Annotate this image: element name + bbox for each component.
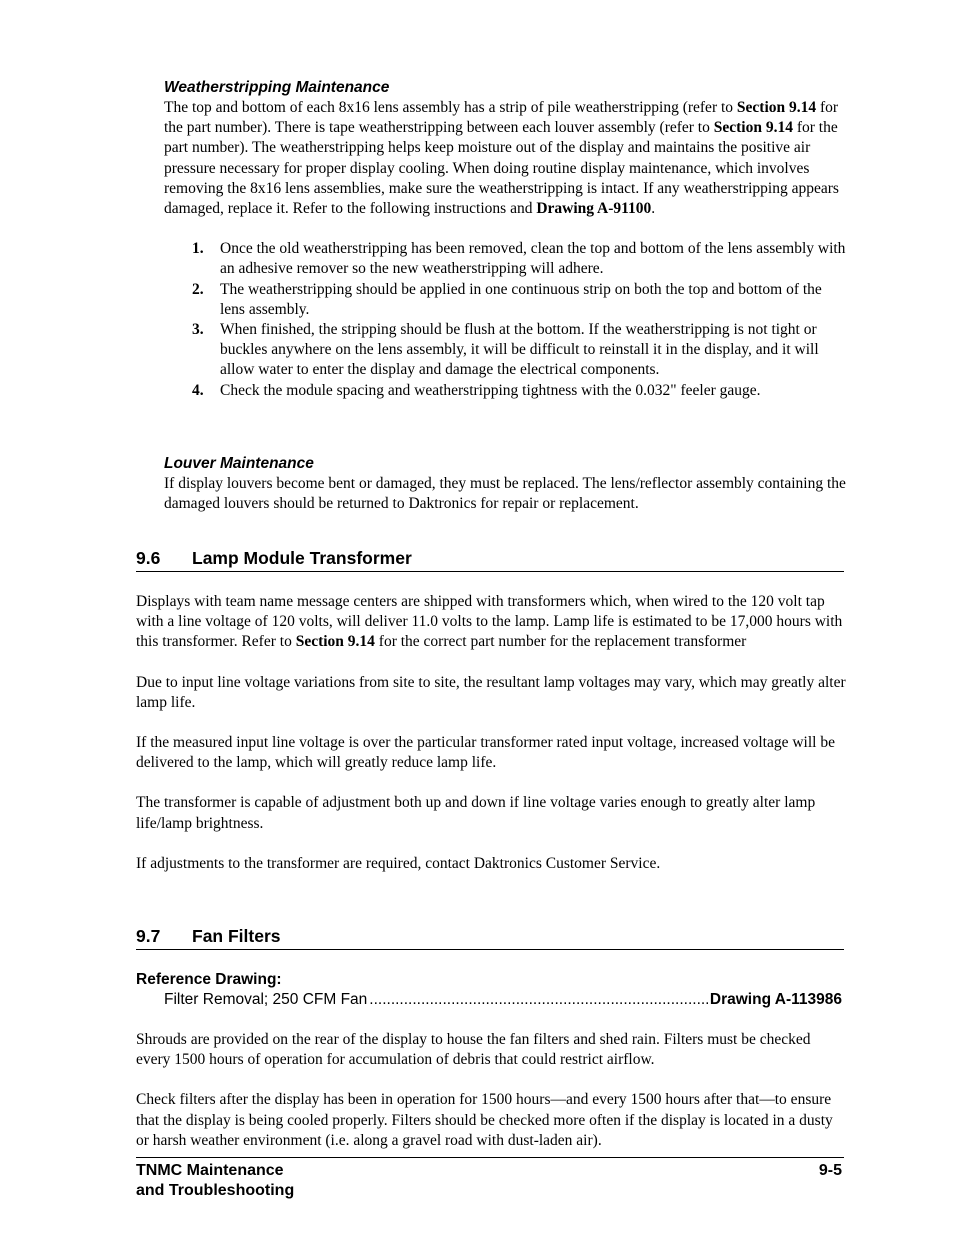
fan-filters-paragraph-1: Shrouds are provided on the rear of the display to house the fan filters and shed rain. Filters must be checked every 1500 hours of operation for accumulation of debris that could restrict airflow. (136, 1031, 811, 1069)
section-9-6-body (136, 592, 846, 874)
louver-heading: Louver Maintenance (164, 455, 314, 472)
bold-reference: Section 9.14 (736, 99, 817, 116)
step-number: 2. (192, 280, 204, 298)
footer-rule (136, 1157, 844, 1158)
reference-drawing-entry (164, 990, 842, 1010)
step-item (164, 280, 848, 320)
footer-manual-title (136, 1161, 294, 1201)
reference-drawing-number: Drawing A-113986 (709, 991, 842, 1008)
text-run: The top and bottom of each 8x16 lens assembly has a strip of pile weatherstripping (refer to (164, 99, 737, 116)
dot-leader (369, 990, 708, 1010)
section-9-7-body (136, 1030, 846, 1151)
footer-title-line-1: TNMC Maintenance (136, 1162, 284, 1179)
step-text: Check the module spacing and weatherstripping tightness with the 0.032" feeler gauge. (220, 381, 761, 399)
louver-paragraph: If display louvers become bent or damaged, they must be replaced. The lens/reflector assembly containing the damaged louvers should be returned to Daktronics for repair or replacement. (164, 475, 846, 513)
step-number: 1. (192, 240, 204, 258)
bold-reference: Section 9.14 (295, 633, 375, 651)
bold-reference: Drawing A-91100 (536, 200, 652, 218)
weatherstripping-heading: Weatherstripping Maintenance (164, 79, 390, 96)
section-heading-9-7 (136, 925, 844, 950)
section-number: 9.6 (136, 548, 161, 568)
reference-drawing-block (136, 970, 844, 1010)
text-run: Displays with team name message centers are shipped with transformers which, when wired to the 120 volt tap with a line voltage of 120 volts, will deliver 11.0 volts to the lamp. Lamp life is estimated to be 17,000 hours with this transformer. Refer to (136, 593, 843, 651)
step-number: 4. (192, 381, 204, 399)
transformer-paragraph-3: If the measured input line voltage is over the particular transformer rated input voltage, increased voltage will be delivered to the lamp, which will greatly reduce lamp life. (136, 734, 835, 772)
step-item (164, 320, 848, 381)
weatherstripping-paragraph (164, 98, 848, 219)
bold-reference: Section 9.14 (713, 119, 793, 137)
weatherstripping-steps (164, 239, 848, 401)
footer-page-number: 9-5 (818, 1162, 842, 1179)
transformer-paragraph-1 (136, 592, 846, 653)
step-item (164, 381, 848, 401)
reference-item-label: Filter Removal; 250 CFM Fan (164, 991, 368, 1008)
text-run: . (651, 200, 656, 218)
step-number: 3. (192, 321, 204, 339)
section-heading-9-6 (136, 547, 844, 572)
transformer-paragraph-4: The transformer is capable of adjustment both up and down if line voltage varies enough to greatly alter lamp life/lamp brightness. (136, 794, 816, 832)
step-item (164, 239, 848, 279)
section-title: Lamp Module Transformer (192, 548, 412, 568)
step-text: When finished, the stripping should be flush at the bottom. If the weatherstripping is not tight or buckles anywhere on the lens assembly, it will be difficult to reinstall it in the display, and it will allow water to enter the display and damage the electrical components. (220, 321, 819, 379)
reference-drawing-title: Reference Drawing: (136, 971, 282, 988)
louver-section (164, 454, 848, 514)
text-run: for the correct part number for the replacement transformer (374, 633, 747, 651)
step-text: Once the old weatherstripping has been removed, clean the top and bottom of the lens assembly with an adhesive remover so the new weatherstripping will adhere. (220, 240, 846, 278)
fan-filters-paragraph-2: Check filters after the display has been in operation for 1500 hours—and every 1500 hours after that—to ensure that the display is being cooled properly. Filters should be checked more often if the display is located in a dusty or harsh weather environment (i.e. along a gravel road with dust-laden air). (136, 1091, 833, 1149)
section-number: 9.7 (136, 926, 161, 946)
footer-title-line-2: and Troubleshooting (136, 1182, 295, 1199)
transformer-paragraph-2: Due to input line voltage variations from site to site, the resultant lamp voltages may vary, which may greatly alter lamp life. (136, 673, 846, 711)
section-title: Fan Filters (192, 926, 281, 946)
text-run: for the part number). There is tape weatherstripping between each louver assembly (refer to (164, 99, 839, 137)
step-text: The weatherstripping should be applied in one continuous strip on both the top and bottom of the lens assembly. (220, 280, 822, 318)
text-run: for the part number). The weatherstripping helps keep moisture out of the display and maintains the positive air pressure necessary for proper display cooling. When doing routine display maintenance, which involves removing the 8x16 lens assemblies, make sure the weatherstripping is intact. If any weatherstripping appears damaged, replace it. Refer to the following instructions and (164, 119, 839, 218)
transformer-paragraph-5: If adjustments to the transformer are required, contact Daktronics Customer Service. (136, 854, 661, 872)
weatherstripping-section (164, 78, 848, 401)
